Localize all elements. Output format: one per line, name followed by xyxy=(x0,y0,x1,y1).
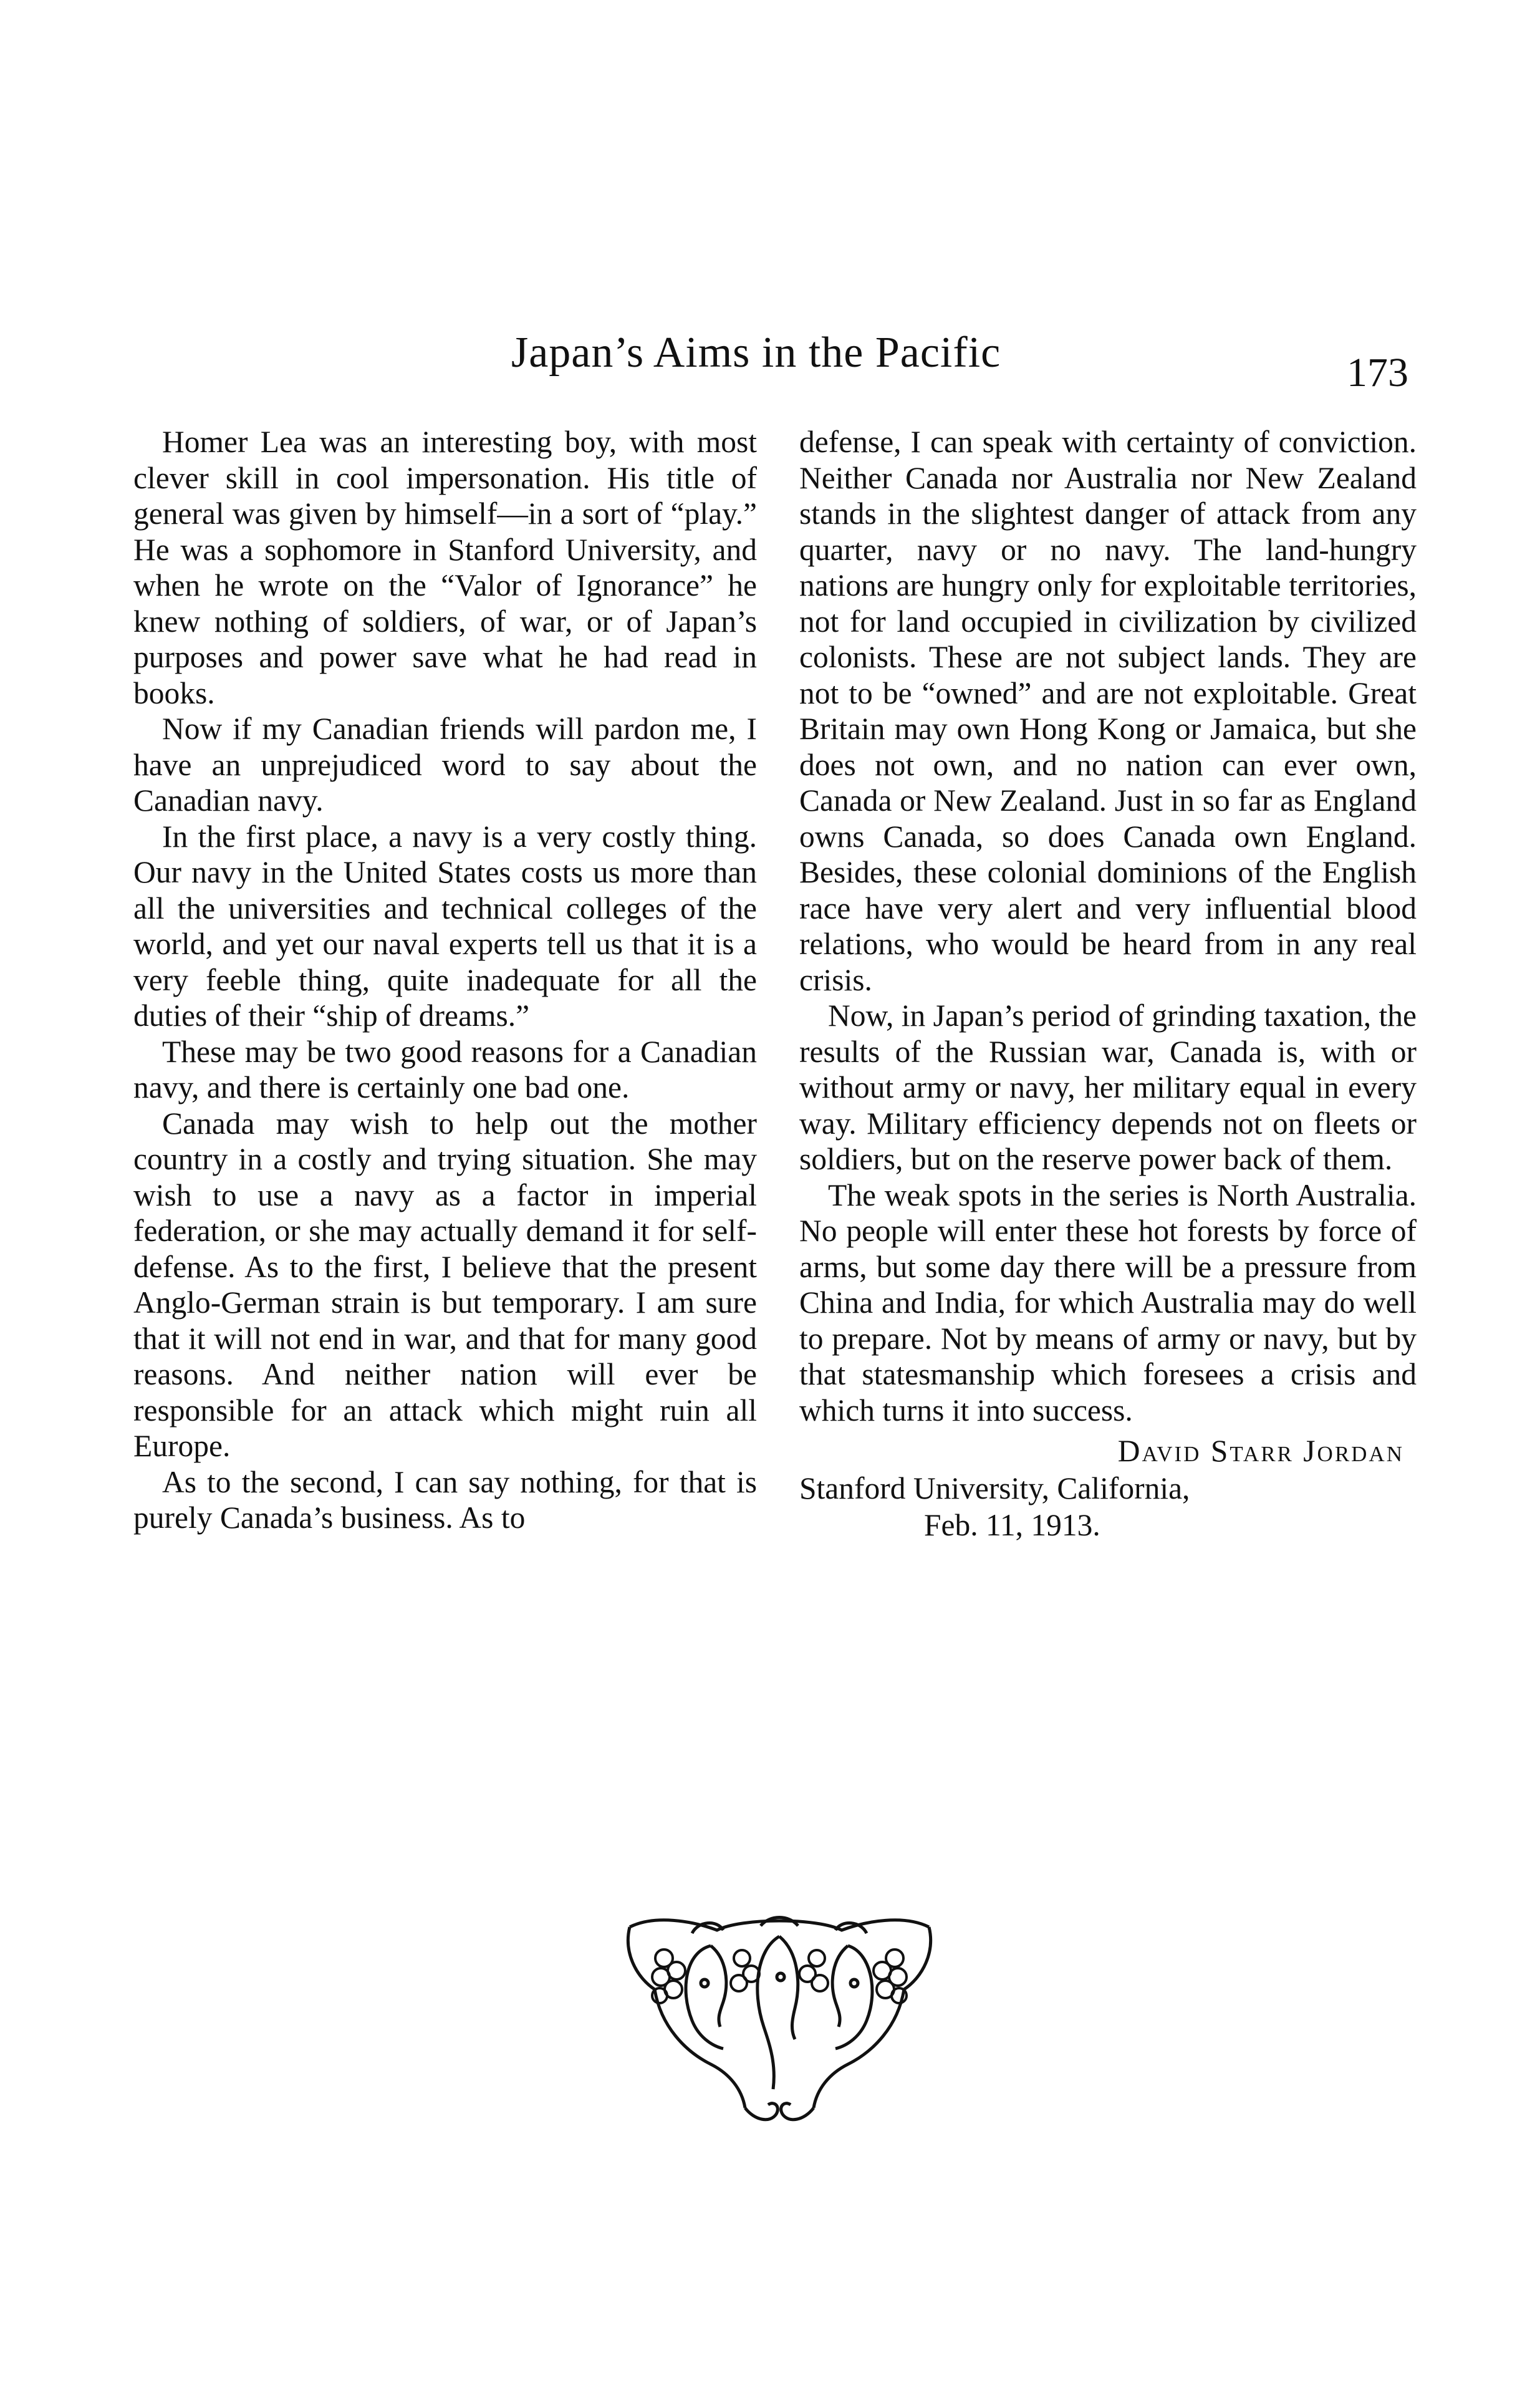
paragraph: In the first place, a navy is a very costly thing. Our navy in the United States costs us more than all the universities and technical colleges of the world, and yet our naval experts tell us that it is a very feeble thing, quite inadequate for all the duties of their “ship of dreams.” xyxy=(133,819,757,1033)
paragraph: Canada may wish to help out the mother country in a costly and trying situation. She may wish to use a navy as a factor in imperial federation, or she may actually demand it for self-defense. As to the first, I believe that the present Anglo-German strain is but temporary. I am sure that it will not end in war, and that for many good reasons. And neither nation will ever be responsible for an attack which might ruin all Europe. xyxy=(133,1106,757,1463)
right-column xyxy=(799,424,1417,1544)
paragraph-continuation: defense, I can speak with certainty of conviction. Neither Canada nor Australia nor New Zealand stands in the slightest danger of attack from any quarter, navy or no navy. The land-hungry nations are hungry only for exploitable territories, not for land occupied in civilization by civilized colonists. These are not subject lands. They are not to be “owned” and are not exploitable. Great Britain may own Hong Kong or Jamaica, but she does not own, and no nation can ever own, Canada or New Zealand. Just in so far as England owns Canada, so does Canada own England. Besides, these colonial dominions of the English race have very alert and very influential blood relations, who would be heard from in any real crisis. xyxy=(799,425,1417,997)
paragraph: Now if my Canadian friends will pardon me, I have an unprejudiced word to say about the Canadian navy. xyxy=(133,712,757,818)
paragraph: These may be two good reasons for a Canadian navy, and there is certainly one bad one. xyxy=(133,1034,757,1104)
signature-date: Feb. 11, 1913. xyxy=(924,1508,1100,1542)
paragraph: As to the second, I can say nothing, for that is purely Canada’s business. As to xyxy=(133,1464,757,1535)
paragraph: The weak spots in the series is North Australia. No people will enter these hot forests by force of arms, but some day there will be a pressure from China and India, for which Australia may do well to prepare. Not by means of army or navy, but by that statesmanship which foresees a crisis and which turns it into success. xyxy=(799,1177,1417,1428)
three-faces-tailpiece-ornament-icon xyxy=(617,1902,941,2133)
signature-place: Stanford University, California, xyxy=(799,1471,1190,1505)
paragraph: Now, in Japan’s period of grinding taxation, the results of the Russian war, Canada is, with or without army or navy, her military equal in every way. Military efficiency depends not on fleets or soldiers, but on the reserve power back of them. xyxy=(799,998,1417,1176)
page-number: 173 xyxy=(1347,350,1408,395)
left-column xyxy=(133,424,757,1536)
running-title: Japan’s Aims in the Pacific xyxy=(511,329,1001,377)
paragraph: Homer Lea was an interesting boy, with most clever skill in cool impersonation. His title of general was given by himself—in a sort of “play.” He was a sophomore in Stanford University, and when he wrote on the “Valor of Ignorance” he knew nothing of soldiers, of war, or of Japan’s purposes and power save what he had read in books. xyxy=(133,425,757,710)
author-signature: David Starr Jordan xyxy=(1117,1434,1404,1468)
